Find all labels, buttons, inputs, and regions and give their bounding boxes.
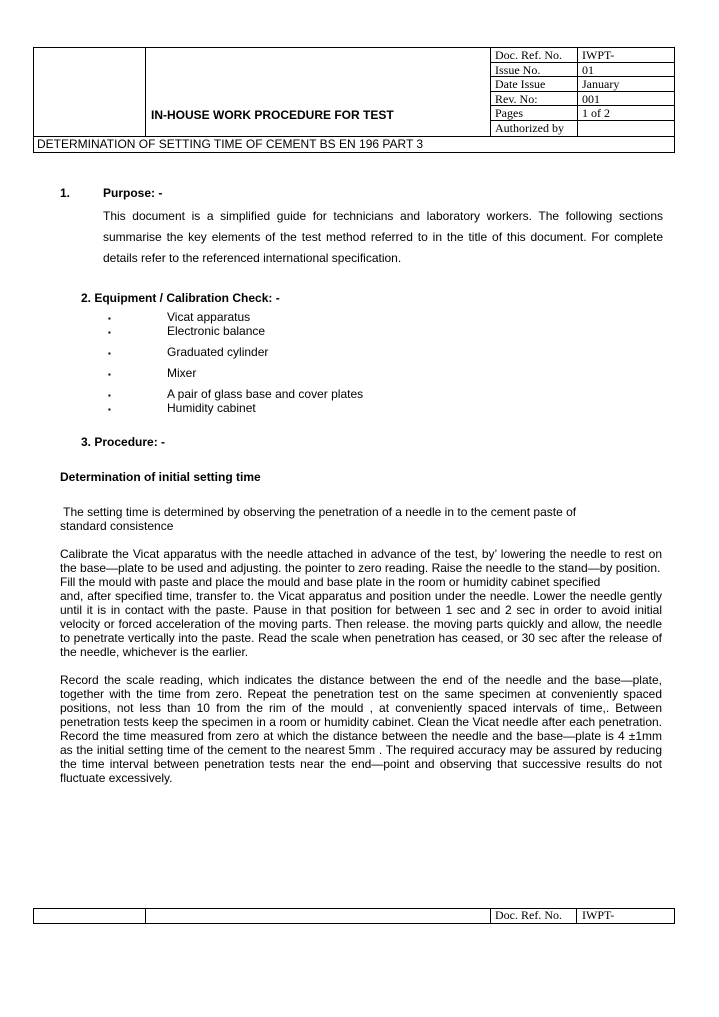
document-footer-table: [33, 908, 675, 924]
procedure-paragraph-2c: and, after specified time, transfer to. the Vicat apparatus and position under the needle. Lower the needle gently until it is in contact with the paste. Pause in that position for between 1 sec and 2 sec in order to avoid initial velocity or forced acceleration of the moving parts. Then release. the moving parts quickly and allow, the needle to penetrate vertically into the paste. Read the scale when penetration has ceased, or 30 sec after the release of the needle, whichever is the earlier.: [60, 589, 662, 659]
label-issue-no: Issue No.: [490, 63, 577, 78]
label-doc-ref: Doc. Ref. No.: [490, 48, 577, 63]
value-doc-ref: IWPT-: [577, 48, 674, 63]
footer-label-doc-ref: Doc. Ref. No.: [490, 909, 577, 923]
procedure-paragraph-1b: standard consistence: [60, 519, 174, 533]
bullet-icon: ▪: [108, 370, 111, 379]
header-labels: [490, 48, 578, 136]
equipment-item: A pair of glass base and cover plates: [167, 387, 364, 401]
footer-value-doc-ref: IWPT-: [582, 908, 615, 922]
equipment-item: Mixer: [167, 366, 197, 380]
procedure-paragraph-2a: Calibrate the Vicat apparatus with the needle attached in advance of the test, by’ lowering the needle to rest on the base—plate to be used and adjusting. the pointer to zero reading. Raise the needle to the stand—by position.: [60, 547, 662, 575]
value-issue-no: 01: [577, 63, 674, 78]
value-rev-no: 001: [577, 92, 674, 107]
header-values: [577, 48, 674, 136]
logo-cell: [34, 48, 146, 136]
bullet-icon: ▪: [108, 328, 111, 337]
equipment-item: Graduated cylinder: [167, 345, 269, 359]
procedure-heading: 3. Procedure: -: [81, 435, 166, 449]
equipment-heading: 2. Equipment / Calibration Check: -: [81, 291, 280, 305]
procedure-paragraph-1a: The setting time is determined by observing the penetration of a needle in to the cement paste of: [60, 505, 577, 519]
procedure-title: IN-HOUSE WORK PROCEDURE FOR TEST: [151, 108, 394, 122]
label-rev-no: Rev. No:: [490, 92, 577, 107]
test-subject: DETERMINATION OF SETTING TIME OF CEMENT BS EN 196 PART 3: [34, 136, 674, 153]
label-authorized-by: Authorized by: [495, 120, 564, 135]
bullet-icon: ▪: [108, 314, 111, 323]
title-cell: [145, 48, 491, 136]
purpose-number: 1.: [60, 186, 71, 200]
equipment-item: Electronic balance: [167, 324, 266, 338]
footer-cell-2: [145, 909, 491, 923]
footer-cell-1: [34, 909, 146, 923]
value-authorized-by: [577, 121, 674, 136]
procedure-paragraph-3: Record the scale reading, which indicates the distance between the end of the needle and the base—plate, together with the time from zero. Repeat the penetration test on the same specimen at conveniently spaced positions, not less than 10 from the rim of the mould , at conveniently spaced intervals of time,. Between penetration tests keep the specimen in a room or humidity cabinet. Clean the Vicat needle after each penetration. Record the time measured from zero at which the distance between the needle and the base—plate is 4 ±1mm as the initial setting time of the cement to the nearest 5mm . The required accuracy may be assured by reducing the time interval between penetration tests near the end—point and observing that successive results do not fluctuate excessively.: [60, 673, 662, 785]
value-date-issue: January: [577, 77, 674, 92]
bullet-icon: ▪: [108, 391, 111, 400]
bullet-icon: ▪: [108, 349, 111, 358]
procedure-paragraph-2b: Fill the mould with paste and place the mould and base plate in the room or humidity cabinet specified: [60, 575, 601, 589]
label-date-issue: Date Issue: [490, 77, 577, 92]
purpose-text: This document is a simplified guide for technicians and laboratory workers. The following sections summarise the key elements of the test method referred to in the title of this document. For complete details refer to the referenced international specification.: [103, 209, 663, 265]
value-pages: 1 of 2: [577, 106, 674, 121]
equipment-item: Humidity cabinet: [167, 401, 256, 415]
purpose-heading: Purpose: -: [103, 186, 163, 200]
procedure-subheading: Determination of initial setting time: [60, 470, 261, 484]
label-pages: Pages: [490, 106, 577, 121]
equipment-item: Vicat apparatus: [167, 310, 251, 324]
bullet-icon: ▪: [108, 405, 111, 414]
document-header-table: [33, 47, 675, 153]
